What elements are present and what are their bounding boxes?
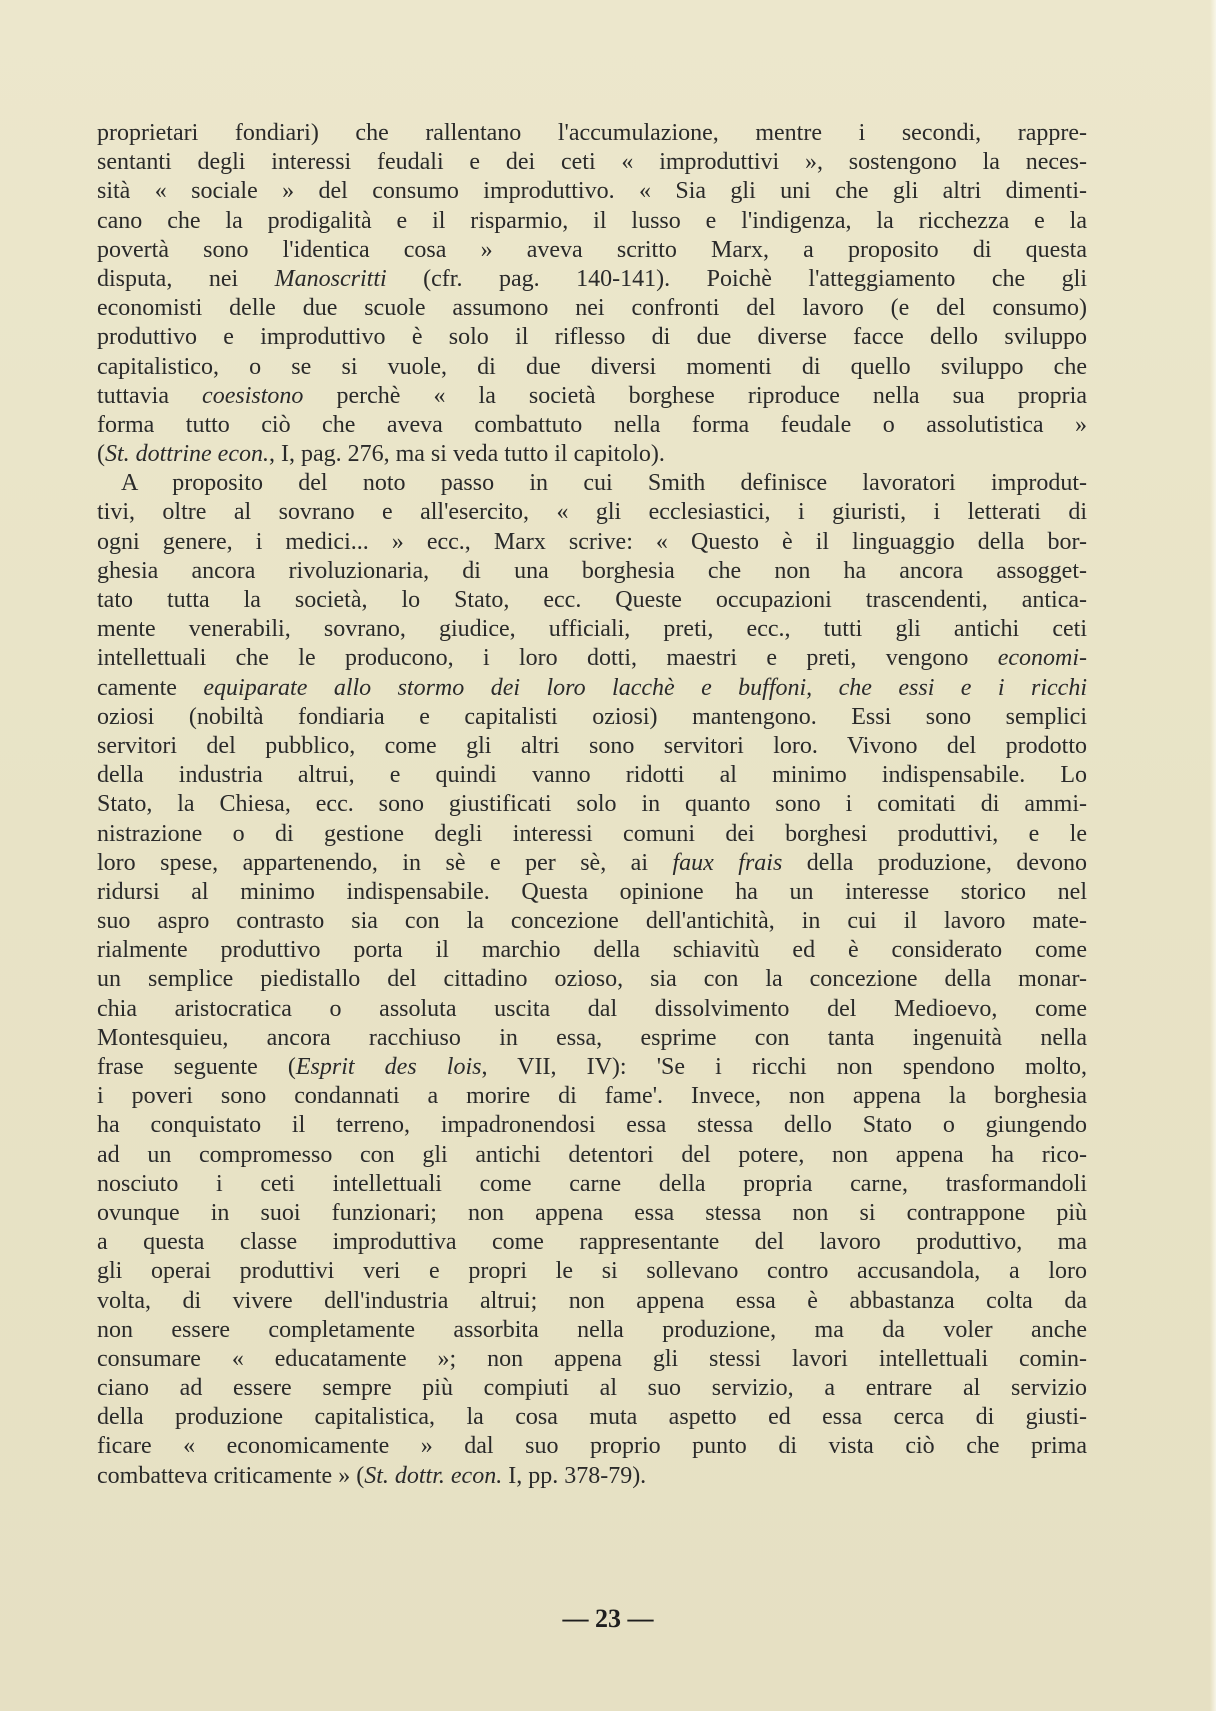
text-run: mente venerabili, sovrano, giudice, ufficiali, preti, ecc., tutti gli antichi ceti	[97, 616, 1087, 643]
text-run: produttivo e improduttivo è solo il riflesso di due diverse facce dello sviluppo	[97, 324, 1087, 351]
text-run: ficare « economicamente » dal suo proprio punto di vista ciò che prima	[97, 1433, 1087, 1460]
italic-text: Esprit des lois	[295, 1054, 482, 1080]
text-run: perchè « la società borghese riproduce nella sua propria	[303, 382, 1087, 409]
text-line	[97, 1345, 1087, 1374]
text-run: camente	[97, 674, 177, 701]
text-line	[97, 936, 1087, 965]
text-line	[97, 1053, 1087, 1082]
text-line	[97, 323, 1087, 352]
text-line	[97, 1170, 1087, 1199]
text-line	[97, 1082, 1087, 1111]
text-run: ovunque in suoi funzionari; non appena essa stessa non si contrappone più	[97, 1199, 1087, 1226]
text-line	[97, 353, 1087, 382]
text-line	[97, 907, 1087, 936]
text-run: nistrazione o di gestione degli interessi comuni dei borghesi produttivi, e le	[97, 820, 1087, 847]
text-line	[97, 1403, 1087, 1432]
italic-text: St. dottr. econ.	[364, 1462, 503, 1489]
text-line	[97, 294, 1087, 323]
text-run: volta, di vivere dell'industria altrui; non appena essa è abbastanza colta da	[97, 1287, 1087, 1314]
text-line	[97, 528, 1087, 557]
text-run: I, pp. 378-79).	[502, 1462, 647, 1489]
italic-text: St. dottrine econ.	[105, 441, 269, 468]
text-run: disputa, nei	[97, 265, 275, 292]
text-run: suo aspro contrasto sia con la concezione dell'antichità, in cui il lavoro mate-	[97, 908, 1087, 935]
text-run: loro spese, appartenendo, in sè e per sè, ai	[97, 849, 673, 876]
text-line	[97, 177, 1087, 206]
text-run: della industria altrui, e quindi vanno ridotti al minimo indispensabile. Lo	[97, 762, 1087, 789]
text-run: intellettuali che le producono, i loro dotti, maestri e preti, vengono	[97, 645, 998, 672]
text-line	[97, 557, 1087, 586]
italic-text: economi-	[997, 645, 1087, 672]
text-line	[97, 586, 1087, 615]
text-run: tato tutta la società, lo Stato, ecc. Queste occupazioni trascendenti, antica-	[97, 587, 1087, 613]
text-line	[97, 849, 1087, 878]
text-run: (cfr. pag. 140-141). Poichè l'atteggiamento che gli	[386, 265, 1087, 292]
text-line	[97, 615, 1087, 644]
text-run: cano che la prodigalità e il risparmio, il lusso e l'indigenza, la ricchezza e la	[97, 207, 1087, 234]
body-text	[97, 119, 1087, 1491]
text-run: della produzione capitalistica, la cosa muta aspetto ed essa cerca di giusti-	[97, 1404, 1087, 1431]
text-run: a questa classe improduttiva come rappresentante del lavoro produttivo, ma	[97, 1229, 1087, 1256]
italic-text: faux frais	[672, 849, 783, 876]
text-line	[97, 469, 1087, 498]
text-run: , VII, IV): 'Se i ricchi non spendono molto,	[481, 1054, 1087, 1080]
text-run: Montesquieu, ancora racchiuso in essa, esprime con tanta ingenuità nella	[97, 1024, 1087, 1051]
text-run: consumare « educatamente »; non appena gli stessi lavori intellettuali comin-	[97, 1345, 1087, 1372]
text-run: ha conquistato il terreno, impadronendosi essa stessa dello Stato o giungendo	[97, 1112, 1087, 1139]
text-run: proprietari fondiari) che rallentano l'accumulazione, mentre i secondi, rappre-	[97, 120, 1087, 146]
text-run: oziosi (nobiltà fondiaria e capitalisti oziosi) mantengono. Essi sono semplici	[97, 703, 1087, 730]
italic-text: equiparate allo stormo dei loro lacchè e buffoni, che essi e i ricchi	[176, 674, 1087, 701]
text-line	[97, 1199, 1087, 1228]
text-line	[97, 1462, 1087, 1491]
text-run: sità « sociale » del consumo improduttivo. « Sia gli uni che gli altri dimenti-	[97, 178, 1087, 205]
text-run: ogni genere, i medici... » ecc., Marx scrive: « Questo è il linguaggio della bor-	[97, 528, 1087, 555]
text-line	[97, 790, 1087, 819]
text-run: Stato, la Chiesa, ecc. sono giustificati solo in quanto sono i comitati di ammi-	[97, 791, 1087, 818]
text-line	[97, 644, 1087, 673]
text-line	[97, 674, 1087, 703]
text-line	[97, 1287, 1087, 1316]
text-run: della produzione, devono	[782, 849, 1087, 876]
text-run: i poveri sono condannati a morire di fame'. Invece, non appena la borghesia	[97, 1083, 1087, 1110]
text-line	[97, 236, 1087, 265]
text-run: A proposito del noto passo in cui Smith definisce lavoratori improdut-	[121, 470, 1087, 497]
text-run: , I, pag. 276, ma si veda tutto il capitolo).	[268, 441, 665, 468]
text-run: nosciuto i ceti intellettuali come carne della propria carne, trasformandoli	[97, 1170, 1087, 1197]
text-line	[97, 1141, 1087, 1170]
text-line	[97, 411, 1087, 440]
text-line	[97, 148, 1087, 177]
text-run: sentanti degli interessi feudali e dei ceti « improduttivi », sostengono la neces-	[97, 149, 1087, 176]
text-run: rialmente produttivo porta il marchio della schiavitù ed è considerato come	[97, 937, 1087, 964]
text-line	[97, 732, 1087, 761]
page-number: — 23 —	[562, 1604, 654, 1633]
text-run: ghesia ancora rivoluzionaria, di una borghesia che non ha ancora assogget-	[97, 557, 1087, 584]
text-run: gli operai produttivi veri e propri le si sollevano contro accusandola, a loro	[97, 1258, 1087, 1285]
text-run: povertà sono l'identica cosa » aveva scritto Marx, a proposito di questa	[97, 236, 1087, 263]
text-run: chia aristocratica o assoluta uscita dal dissolvimento del Medioevo, come	[97, 995, 1087, 1022]
text-run: un semplice piedistallo del cittadino ozioso, sia con la concezione della monar-	[97, 966, 1087, 993]
text-run: tivi, oltre al sovrano e all'esercito, « gli ecclesiastici, i giuristi, i letterati di	[97, 499, 1087, 526]
text-run: combatteva criticamente » (	[97, 1462, 365, 1489]
text-line	[97, 965, 1087, 994]
text-line	[97, 382, 1087, 411]
text-run: ciano ad essere sempre più compiuti al suo servizio, a entrare al servizio	[97, 1375, 1087, 1402]
text-line	[97, 1316, 1087, 1345]
text-run: servitori del pubblico, come gli altri sono servitori loro. Vivono del prodotto	[97, 732, 1087, 759]
text-line	[97, 703, 1087, 732]
text-run: ad un compromesso con gli antichi detentori del potere, non appena ha rico-	[97, 1141, 1087, 1168]
text-line	[97, 498, 1087, 527]
text-line	[97, 1432, 1087, 1461]
text-line	[97, 119, 1087, 148]
text-line	[97, 1111, 1087, 1140]
text-line	[97, 820, 1087, 849]
text-run: frase seguente (	[97, 1054, 296, 1080]
text-line	[97, 207, 1087, 236]
text-line	[97, 1228, 1087, 1257]
italic-text: Manoscritti	[274, 265, 387, 292]
text-line	[97, 878, 1087, 907]
text-run: economisti delle due scuole assumono nei confronti del lavoro (e del consumo)	[97, 295, 1087, 322]
text-run: tuttavia	[97, 382, 203, 409]
text-line	[97, 1374, 1087, 1403]
text-run: ridursi al minimo indispensabile. Questa opinione ha un interesse storico nel	[97, 878, 1087, 905]
text-line	[97, 440, 1087, 469]
text-line	[97, 1257, 1087, 1286]
text-line	[97, 265, 1087, 294]
text-run: forma tutto ciò che aveva combattuto nella forma feudale o assolutistica »	[97, 411, 1087, 438]
text-run: non essere completamente assorbita nella produzione, ma da voler anche	[97, 1316, 1087, 1343]
text-line	[97, 761, 1087, 790]
text-line	[97, 995, 1087, 1024]
text-line	[97, 1024, 1087, 1053]
text-run: (	[97, 441, 105, 468]
text-run: capitalistico, o se si vuole, di due diversi momenti di quello sviluppo che	[97, 353, 1087, 380]
italic-text: coesistono	[202, 382, 304, 409]
